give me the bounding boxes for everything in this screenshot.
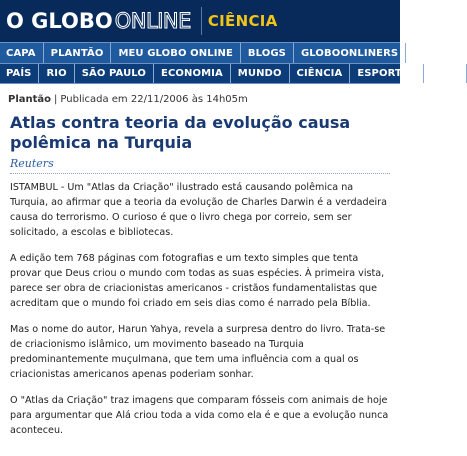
nav-item-globoonliners[interactable]: GLOBOONLINERS [294, 43, 406, 63]
article-paragraph: Mas o nome do autor, Harun Yahya, revela a surpresa dentro do livro. Trata-se de criacionismo islâmico, um movimento baseado na Turquia predominantemente muçulmana, que tem uma influência com a qual os criacionistas americanos apenas poderiam sonhar. [10, 324, 386, 380]
site-logo[interactable] [6, 9, 191, 33]
article-paragraph: A edição tem 768 páginas com fotografias e um texto simples que tenta provar que Deus criou o mundo com todas as suas espécies. À primeira vista, parece ser obra de criacionistas americanos - cristãos fundamentalistas que acreditam que o mundo foi criado em seis dias como é narrado pela Bíblia. [10, 253, 385, 309]
section-title[interactable]: CIÊNCIA [207, 12, 278, 30]
nav-item-pais[interactable]: PAÍS [0, 64, 39, 83]
nav-item-sao-paulo[interactable]: SÃO PAULO [75, 64, 154, 83]
published-date: 22/11/2006 [130, 94, 189, 105]
article-meta [0, 84, 400, 105]
nav-item-rio[interactable]: RIO [39, 64, 74, 83]
logo-text-online: ONLINE [114, 9, 191, 33]
nav-item-cultura[interactable]: CULT [424, 64, 466, 83]
nav-item-ciencia[interactable]: CIÊNCIA [290, 64, 351, 83]
secondary-nav [0, 63, 459, 84]
logo-text-oglobo: O GLOBO [6, 9, 113, 33]
meta-separator: | [54, 94, 58, 105]
nav-item-plantao[interactable]: PLANTÃO [44, 43, 112, 63]
article-category[interactable]: Plantão [8, 94, 52, 105]
published-time: 14h05m [206, 94, 248, 105]
site-header [0, 0, 400, 42]
article-source: Reuters [10, 157, 390, 174]
nav-item-meu-globo-online[interactable]: MEU GLOBO ONLINE [111, 43, 240, 63]
header-divider [201, 7, 202, 35]
article-headline: Atlas contra teoria da evolução causa polêmica na Turquia [10, 113, 351, 152]
nav-item-mundo[interactable]: MUNDO [231, 64, 290, 83]
published-label: Publicada em [60, 94, 128, 105]
nav-item-economia[interactable]: ECONOMIA [154, 64, 231, 83]
article-paragraph: O "Atlas da Criação" traz imagens que comparam fósseis com animais de hoje para argumentar que Alá criou toda a vida como ela é e que a evolução nunca aconteceu. [10, 395, 389, 436]
nav-item-blogs[interactable]: BLOGS [241, 43, 294, 63]
article-paragraph: ISTAMBUL - Um "Atlas da Criação" ilustrado está causando polêmica na Turquia, ao afirmar que a teoria da evolução de Charles Darwin é a verdadeira causa do terrorismo. O curioso é que o livro chega por correio, sem ser solicitado, a escolas e bibliotecas. [10, 182, 387, 238]
time-label: às [191, 94, 204, 105]
nav-item-capa[interactable]: CAPA [0, 43, 44, 63]
nav-item-esportes[interactable]: ESPORTES [350, 64, 424, 83]
primary-nav [0, 42, 400, 63]
article-body [10, 180, 392, 438]
